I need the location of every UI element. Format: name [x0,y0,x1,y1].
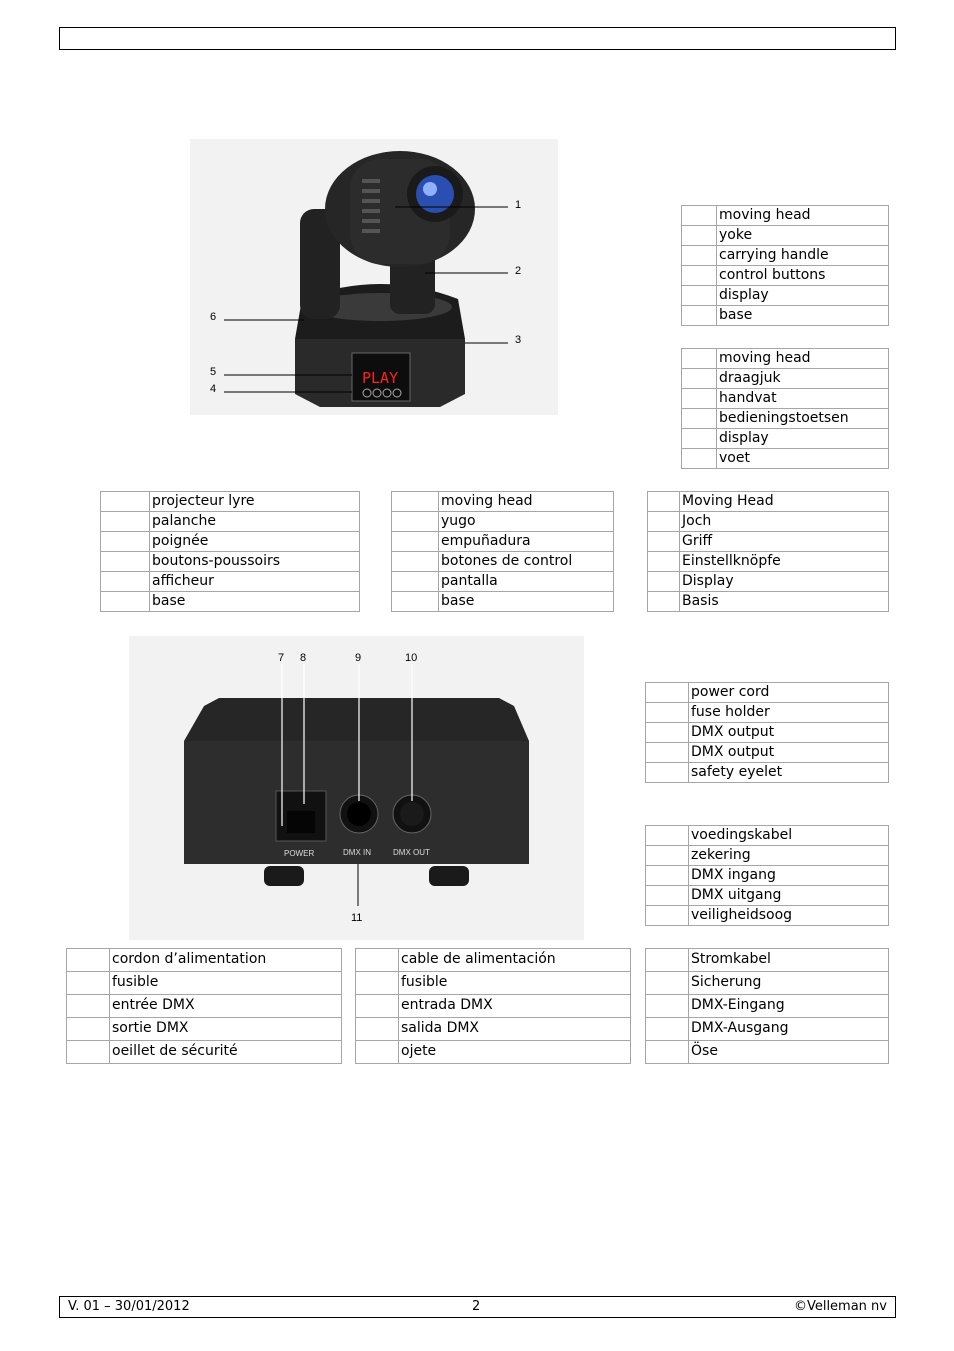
legend-cell: display [717,286,889,306]
legend-cell: voedingskabel [689,826,889,846]
table-row [646,723,889,743]
legend-cell: Moving Head [680,492,889,512]
panel-label-dmx-out: DMX OUT [393,848,430,857]
table-row [101,532,360,552]
legend-table-es-2 [355,948,631,1064]
table-row [648,592,889,612]
legend-cell: salida DMX [399,1018,631,1041]
legend-cell: DMX ingang [689,866,889,886]
table-row [356,995,631,1018]
legend-cell: palanche [150,512,360,532]
legend-cell: cordon d’alimentation [110,949,342,972]
table-row [646,972,889,995]
legend-cell: moving head [717,349,889,369]
legend-cell: bedieningstoetsen [717,409,889,429]
table-row [392,552,614,572]
legend-table-de-2 [645,948,889,1064]
callout-11: 11 [351,912,363,924]
legend-cell: DMX uitgang [689,886,889,906]
legend-table-en-2 [645,682,889,783]
legend-cell: entrada DMX [399,995,631,1018]
legend-cell: poignée [150,532,360,552]
legend-cell: moving head [439,492,614,512]
display-text: PLAY [362,369,399,387]
legend-cell: Öse [689,1041,889,1064]
table-row [646,763,889,783]
table-row [646,846,889,866]
legend-cell: yoke [717,226,889,246]
table-row [682,449,889,469]
table-row [356,1041,631,1064]
table-row [67,972,342,995]
table-row [648,572,889,592]
table-row [101,512,360,532]
table-row [646,949,889,972]
table-row [67,1041,342,1064]
header-frame [59,27,896,50]
table-row [392,592,614,612]
legend-cell: boutons-poussoirs [150,552,360,572]
callout-5: 5 [210,366,217,378]
legend-cell: afficheur [150,572,360,592]
table-row [646,886,889,906]
table-row [392,492,614,512]
table-row [356,972,631,995]
legend-cell: power cord [689,683,889,703]
table-row [392,532,614,552]
table-row [648,552,889,572]
legend-table-nl-2 [645,825,889,926]
table-row [648,492,889,512]
panel-label-dmx-in: DMX IN [343,848,371,857]
table-row [648,532,889,552]
legend-cell: Einstellknöpfe [680,552,889,572]
table-row [392,512,614,532]
legend-cell: Display [680,572,889,592]
callout-7: 7 [278,652,285,664]
table-row [646,703,889,723]
legend-table-es-1 [391,491,614,612]
callout-2: 2 [515,265,522,277]
table-row [682,389,889,409]
legend-cell: DMX-Eingang [689,995,889,1018]
legend-cell: safety eyelet [689,763,889,783]
table-row [682,286,889,306]
footer-copyright: ©Velleman nv [793,1299,887,1314]
table-row [101,592,360,612]
legend-cell: carrying handle [717,246,889,266]
legend-cell: control buttons [717,266,889,286]
panel-label-power: POWER [284,849,315,858]
legend-cell: display [717,429,889,449]
legend-cell: ojete [399,1041,631,1064]
legend-cell: Griff [680,532,889,552]
legend-cell: draagjuk [717,369,889,389]
legend-cell: zekering [689,846,889,866]
footer-page-number: 2 [472,1299,481,1314]
legend-cell: Joch [680,512,889,532]
legend-table-nl-1 [681,348,889,469]
table-row [67,1018,342,1041]
table-row [392,572,614,592]
callout-4: 4 [210,383,217,395]
table-row [682,226,889,246]
legend-table-de-1 [647,491,889,612]
table-row [67,995,342,1018]
callout-1: 1 [515,199,522,211]
legend-table-en-1 [681,205,889,326]
table-row [646,995,889,1018]
rear-panel-photo [129,636,584,940]
table-row [682,266,889,286]
footer-version: V. 01 – 30/01/2012 [68,1299,190,1314]
legend-cell: moving head [717,206,889,226]
legend-cell: entrée DMX [110,995,342,1018]
table-row [646,906,889,926]
table-row [356,1018,631,1041]
table-row [646,743,889,763]
table-row [646,1018,889,1041]
table-row [67,949,342,972]
legend-table-fr-1 [100,491,360,612]
legend-cell: voet [717,449,889,469]
legend-cell: sortie DMX [110,1018,342,1041]
rear-panel-illustration [129,636,584,940]
page-footer [59,1296,896,1318]
legend-cell: fuse holder [689,703,889,723]
legend-cell: pantalla [439,572,614,592]
legend-cell: Sicherung [689,972,889,995]
legend-cell: yugo [439,512,614,532]
table-row [648,512,889,532]
table-row [682,429,889,449]
legend-table-fr-2 [66,948,342,1064]
legend-cell: projecteur lyre [150,492,360,512]
table-row [682,246,889,266]
legend-cell: veiligheidsoog [689,906,889,926]
table-row [646,683,889,703]
callout-3: 3 [515,334,522,346]
legend-cell: cable de alimentación [399,949,631,972]
callout-8: 8 [300,652,307,664]
legend-cell: handvat [717,389,889,409]
legend-cell: base [717,306,889,326]
table-row [356,949,631,972]
legend-cell: DMX output [689,723,889,743]
callout-6: 6 [210,311,217,323]
legend-cell: base [439,592,614,612]
legend-cell: base [150,592,360,612]
table-row [682,409,889,429]
moving-head-illustration [190,139,558,415]
legend-cell: DMX-Ausgang [689,1018,889,1041]
legend-cell: Basis [680,592,889,612]
legend-cell: Stromkabel [689,949,889,972]
legend-cell: DMX output [689,743,889,763]
table-row [682,206,889,226]
table-row [682,349,889,369]
legend-cell: empuñadura [439,532,614,552]
table-row [646,826,889,846]
table-row [646,866,889,886]
table-row [101,492,360,512]
table-row [682,306,889,326]
legend-cell: botones de control [439,552,614,572]
callout-9: 9 [355,652,362,664]
table-row [646,1041,889,1064]
callout-10: 10 [405,652,418,664]
table-row [101,552,360,572]
table-row [101,572,360,592]
legend-cell: oeillet de sécurité [110,1041,342,1064]
legend-cell: fusible [399,972,631,995]
moving-head-photo [190,139,558,415]
table-row [682,369,889,389]
legend-cell: fusible [110,972,342,995]
